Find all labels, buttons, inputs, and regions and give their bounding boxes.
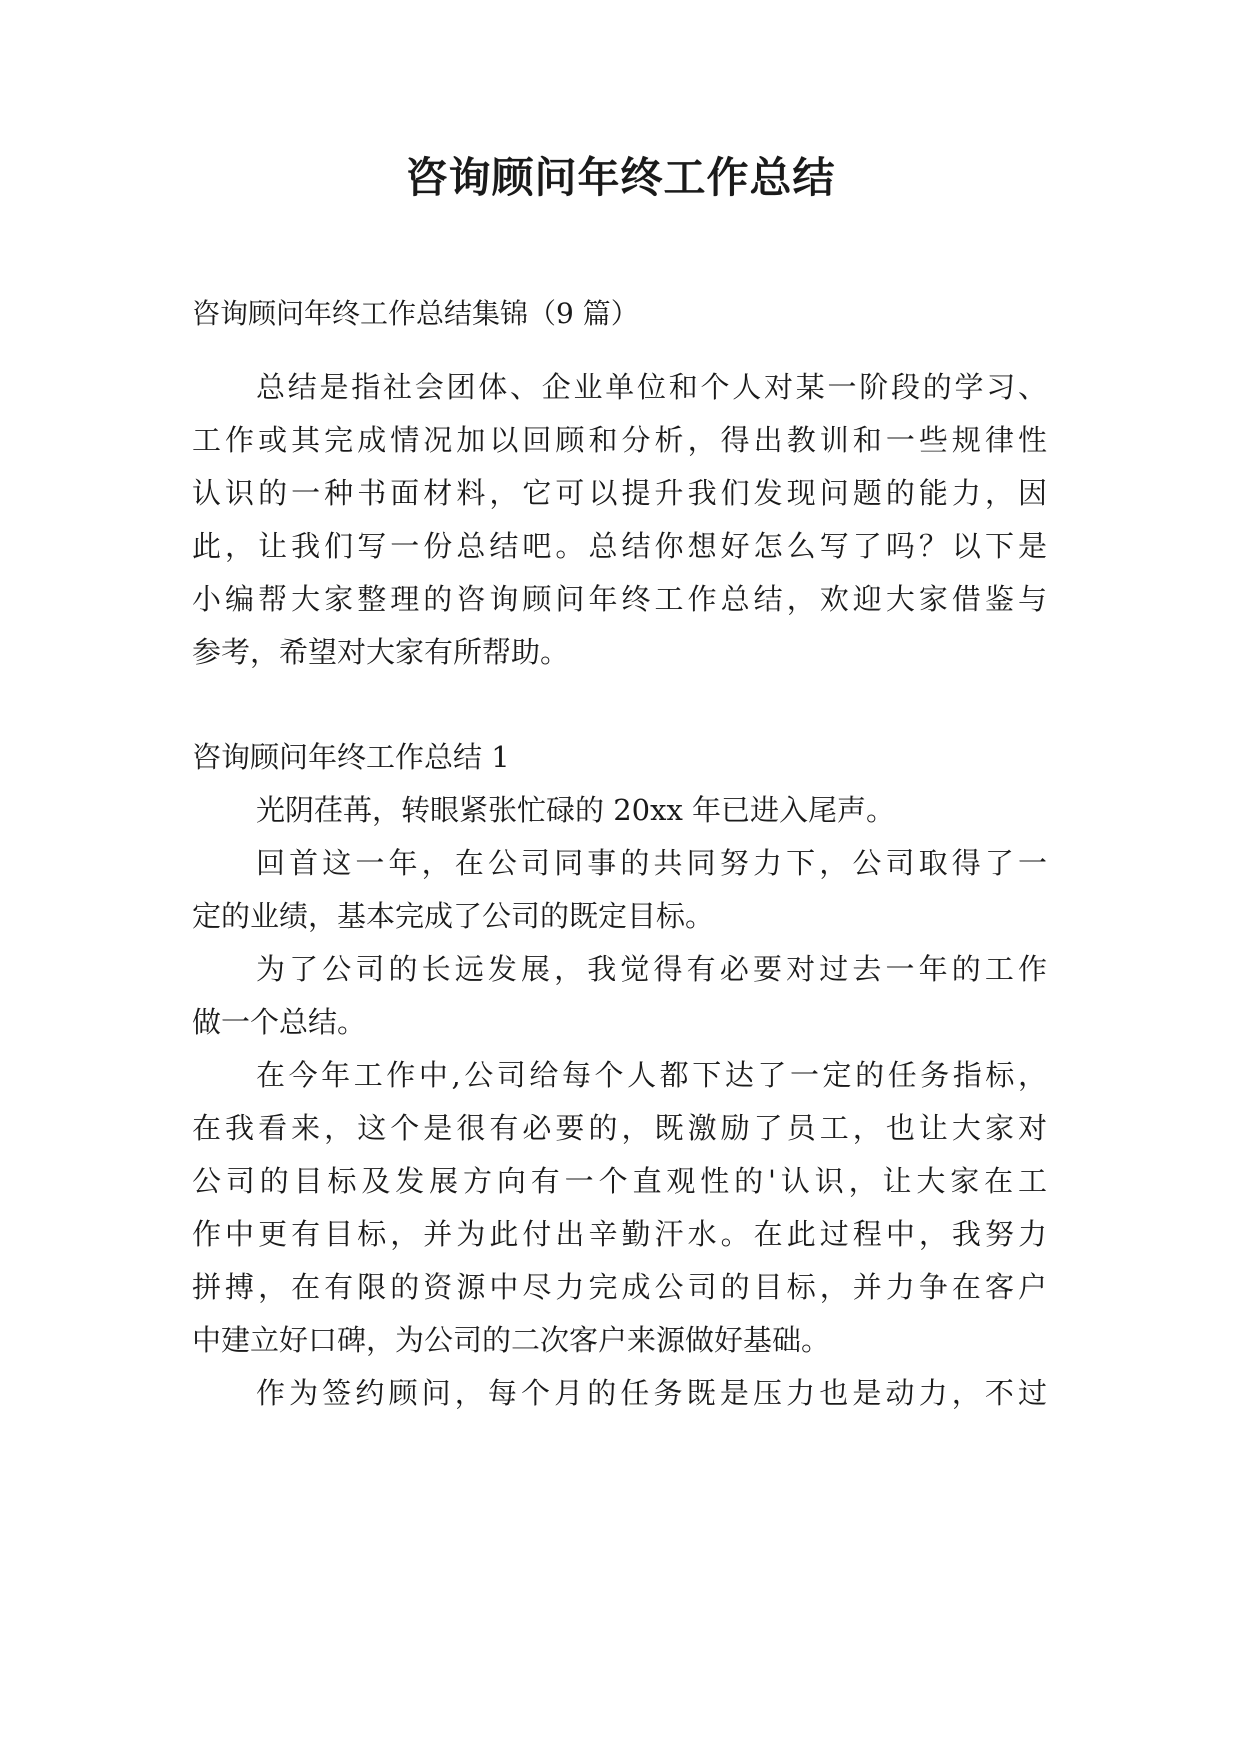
- body-line: 做一个总结。: [192, 1005, 367, 1039]
- intro-line: 参考，希望对大家有所帮助。: [192, 635, 570, 669]
- intro-line: 此，让我们写一份总结吧。总结你想好怎么写了吗？以下是: [192, 529, 1047, 563]
- body-line: 公司的目标及发展方向有一个直观性的'认识，让大家在工: [192, 1164, 1047, 1198]
- document-subtitle: 咨询顾问年终工作总结集锦（9 篇）: [192, 297, 639, 330]
- intro-line: 认识的一种书面材料，它可以提升我们发现问题的能力，因: [192, 476, 1047, 510]
- body-line: 光阴荏苒，转眼紧张忙碌的 20xx 年已进入尾声。: [256, 793, 896, 827]
- body-line: 作为签约顾问，每个月的任务既是压力也是动力，不过: [256, 1376, 1047, 1410]
- body-line: 回首这一年，在公司同事的共同努力下，公司取得了一: [256, 846, 1047, 880]
- body-line: 拼搏，在有限的资源中尽力完成公司的目标，并力争在客户: [192, 1270, 1047, 1304]
- intro-line: 工作或其完成情况加以回顾和分析，得出教训和一些规律性: [192, 423, 1047, 457]
- body-line: 中建立好口碑，为公司的二次客户来源做好基础。: [192, 1323, 831, 1357]
- intro-line: 小编帮大家整理的咨询顾问年终工作总结，欢迎大家借鉴与: [192, 582, 1047, 616]
- body-line: 定的业绩，基本完成了公司的既定目标。: [192, 899, 715, 933]
- document-title: 咨询顾问年终工作总结: [405, 153, 836, 202]
- body-line: 为了公司的长远发展，我觉得有必要对过去一年的工作: [256, 952, 1047, 986]
- body-line: 在今年工作中,公司给每个人都下达了一定的任务指标，: [256, 1058, 1047, 1092]
- body-line: 作中更有目标，并为此付出辛勤汗水。在此过程中，我努力: [192, 1217, 1047, 1251]
- section-heading: 咨询顾问年终工作总结 1: [192, 740, 510, 774]
- body-line: 在我看来，这个是很有必要的，既激励了员工，也让大家对: [192, 1111, 1047, 1145]
- intro-line: 总结是指社会团体、企业单位和个人对某一阶段的学习、: [256, 370, 1047, 404]
